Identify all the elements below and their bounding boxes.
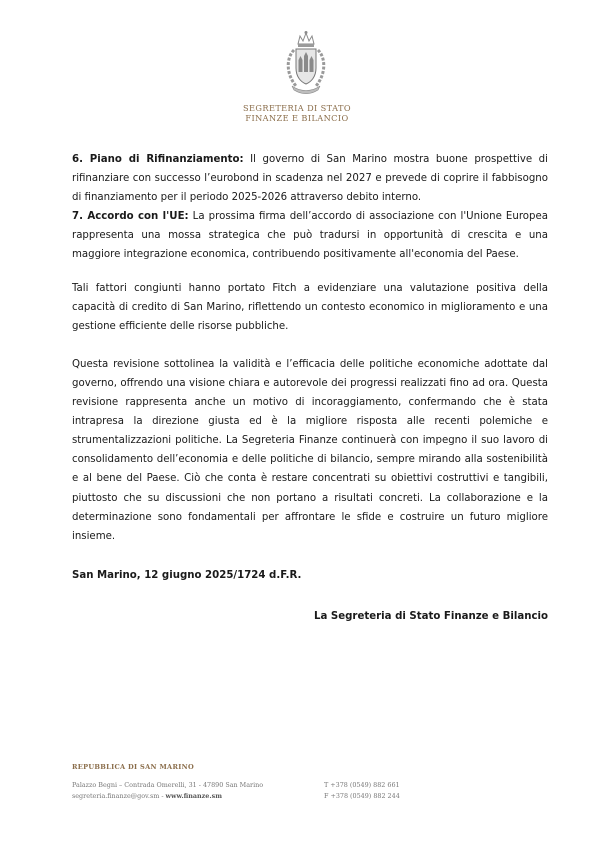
signature: La Segreteria di Stato Finanze e Bilancio [313,611,548,622]
footer-website-link[interactable]: www.finanze.sm [165,792,222,800]
paragraph-7 [72,207,548,264]
paragraph-6-title: 6. Piano di Rifinanziamento: [72,154,244,165]
paragraph-7-title: 7. Accordo con l'UE: [72,211,189,223]
paragraph-6-text: Il governo di San Marino mostra buone prospettive di rifinanziare con successo l’eurobond in scadenza nel 2027 e prevede di coprire il fabbisogno di finanziamento per il periodo 2025-2026 attraverso debito interno. [72,154,548,204]
header-line-1: SEGRETERIA DI STATO [243,103,351,113]
paragraph-8: Tali fattori congiunti hanno portato Fitch a evidenziare una valutazione positiva della capacità di credito di San Marino, riflettendo un contesto economico in miglioramento e una gestione efficiente delle risorse pubbliche. [72,282,548,332]
footer-phone: T +378 (0549) 882 661 [324,781,400,789]
footer-phone-block [324,780,400,802]
paragraph-6 [72,150,548,207]
footer-fax: F +378 (0549) 882 244 [324,792,400,800]
footer-title: REPUBBLICA DI SAN MARINO [72,763,194,771]
footer-address-block [72,780,263,802]
footer-address: Palazzo Begni – Contrada Omerelli, 31 - 47890 San Marino [72,781,264,789]
header [0,103,594,123]
footer-email: segreteria.finanze@gov.sm - [72,792,166,800]
header-line-2: FINANZE E BILANCIO [245,113,349,123]
paragraph-7-text: La prossima firma dell’accordo di associazione con l'Unione Europea rappresenta una mossa strategica che può tradursi in opportunità di crescita e una maggiore integrazione economica, contribuendo positivamente all'economia del Paese. [72,211,548,261]
document-body [72,150,548,546]
coat-of-arms-icon [284,30,328,96]
footer-contact [72,791,263,802]
paragraph-9: Questa revisione sottolinea la validità e l’efficacia delle politiche economiche adottate dal governo, offrendo una visione chiara e autorevole dei progressi realizzati fino ad ora. Questa revisione rappresenta anche un motivo di incoraggiamento, confermando che è stata intrapresa la direzione giusta ed è la migliore risposta alle recenti polemiche e strumentalizzazioni politiche. La Segreteria Finanze continuerà con impegno il suo lavoro di consolidamento dell’economia e delle politiche di bilancio, sempre mirando alla sostenibilità e al bene del Paese. Ciò che conta è restare concentrati su obiettivi costruttivi e tangibili, piuttosto che su discussioni che non portano a risultati concreti. La collaborazione e la determinazione sono fondamentali per affrontare le sfide e costruire un futuro migliore insieme. [72,358,548,542]
document-date: San Marino, 12 giugno 2025/1724 d.F.R. [72,570,302,581]
